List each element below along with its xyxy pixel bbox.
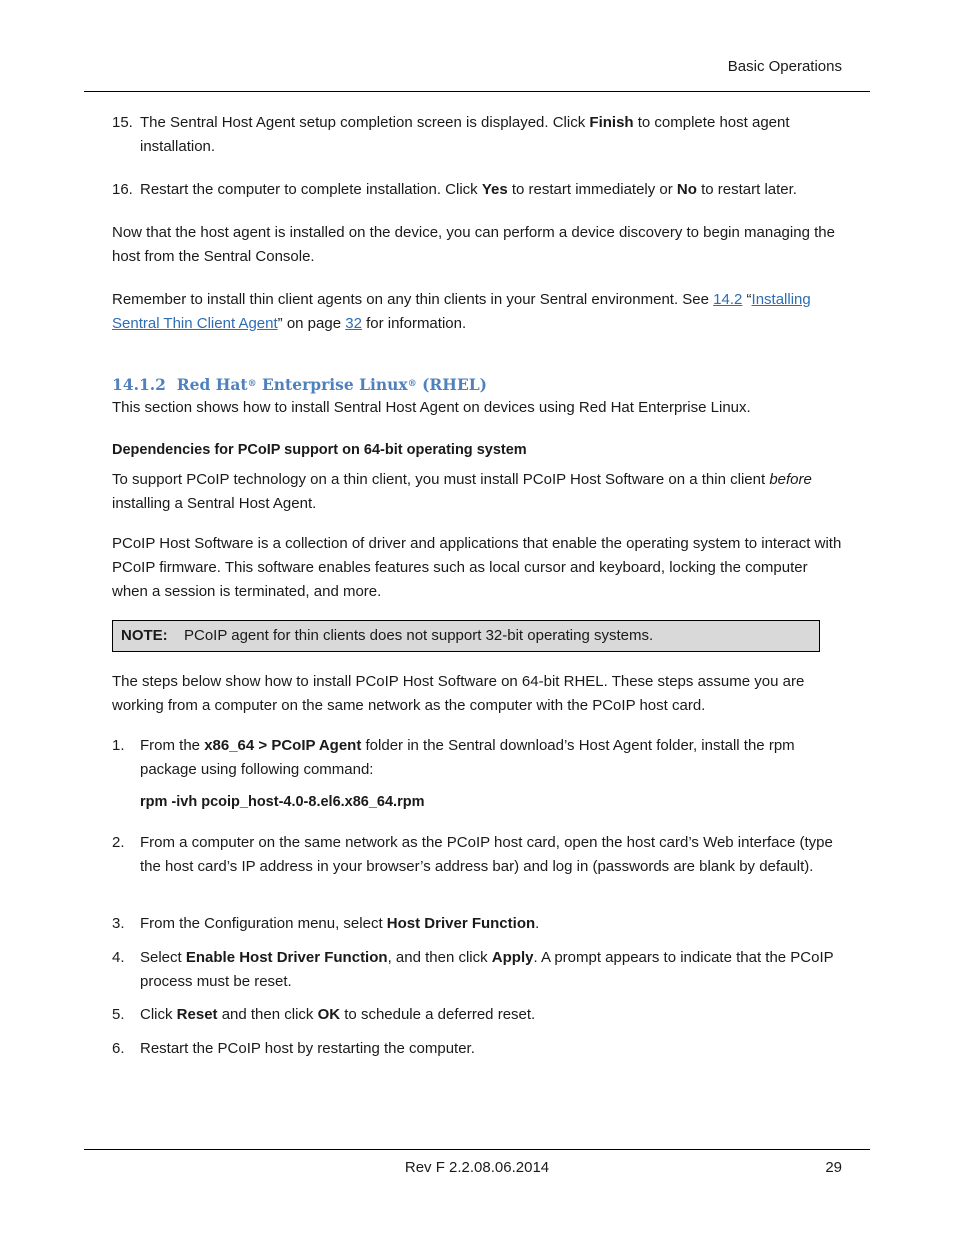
list-number: 16.	[112, 181, 133, 198]
text-run: folder in the Sentral download’s Host Agent folder, install the rpm package using following command:	[140, 737, 795, 778]
section-number: 14.1.2	[112, 375, 166, 394]
text-run: Red Hat	[176, 375, 248, 394]
text-run: and then click	[217, 1006, 318, 1023]
text-run: to schedule a deferred reset.	[340, 1006, 536, 1023]
footer-rule	[84, 1149, 870, 1150]
footer-revision: Rev F 2.2.08.06.2014	[404, 1159, 550, 1176]
header-rule	[84, 91, 870, 92]
bold-run: Host Driver Function	[386, 915, 536, 932]
list-item-step-4	[112, 946, 847, 994]
list-item-body	[140, 912, 847, 936]
text-run: From the	[140, 737, 205, 754]
header-section-title: Basic Operations	[727, 58, 842, 75]
list-item-body: Restart the PCoIP host by restarting the computer.	[140, 1040, 475, 1057]
text-run: “	[742, 291, 752, 308]
list-item-step-5	[112, 1003, 847, 1027]
footer-page-number: 29	[825, 1159, 842, 1176]
text-run: to complete host agent installation.	[140, 114, 790, 155]
list-item-step-3	[112, 912, 847, 936]
registered-mark: ®	[407, 379, 417, 389]
paragraph-thin-client-reminder	[112, 288, 847, 336]
text-run: to restart later.	[696, 181, 797, 198]
list-number: 3.	[112, 915, 125, 932]
link-section-14-2[interactable]: 14.2	[713, 291, 743, 308]
list-number: 6.	[112, 1040, 125, 1057]
text-run: Enterprise Linux	[256, 375, 408, 394]
list-item-step-6	[112, 1037, 847, 1061]
list-number: 1.	[112, 737, 125, 754]
list-number: 4.	[112, 949, 125, 966]
link-installing-thin-client-agent[interactable]: Installing Sentral Thin Client Agent	[112, 291, 811, 332]
note-text: PCoIP agent for thin clients does not support 32-bit operating systems.	[184, 627, 654, 644]
paragraph-discovery: Now that the host agent is installed on the device, you can perform a device discovery to begin managing the host from the Sentral Console.	[112, 224, 835, 265]
list-item-body	[140, 1003, 847, 1027]
text-run: .	[535, 915, 540, 932]
text-run: ” on page	[277, 315, 346, 332]
list-item-step-15	[112, 111, 847, 159]
italic-run: before	[769, 471, 812, 488]
bold-run: Finish	[589, 114, 634, 131]
list-item-step-1	[112, 734, 847, 782]
registered-mark: ®	[247, 379, 257, 389]
paragraph-pcoip-requirement	[112, 468, 847, 516]
link-page-32[interactable]: 32	[345, 315, 362, 332]
text-run: Select	[140, 949, 186, 966]
note-label: NOTE:	[121, 627, 168, 644]
bold-run: Enable Host Driver Function	[185, 949, 388, 966]
text-run: Remember to install thin client agents on any thin clients in your Sentral environment. See	[112, 291, 714, 308]
list-item-body	[140, 734, 847, 782]
paragraph-pcoip-description: PCoIP Host Software is a collection of driver and applications that enable the operating system to interact with PCoIP firmware. This software enables features such as local cursor and keyboard, locking the computer when a session is terminated, and more.	[112, 535, 842, 600]
text-run: . A prompt appears to indicate that the PCoIP process must be reset.	[140, 949, 834, 990]
bold-run: No	[676, 181, 697, 198]
text-run: The Sentral Host Agent setup completion screen is displayed. Click	[140, 114, 590, 131]
list-number: 5.	[112, 1006, 125, 1023]
bold-run: Reset	[176, 1006, 218, 1023]
bold-run: Yes	[481, 181, 508, 198]
bold-run: OK	[317, 1006, 341, 1023]
list-item-step-2	[112, 831, 847, 879]
text-run: (RHEL)	[416, 375, 487, 394]
command-rpm-install: rpm -ivh pcoip_host-4.0-8.el6.x86_64.rpm	[140, 794, 425, 810]
section-heading-rhel	[112, 372, 487, 397]
paragraph-steps-intro: The steps below show how to install PCoIP Host Software on 64-bit RHEL. These steps assume you are working from a computer on the same network as the computer with the PCoIP host card.	[112, 673, 805, 714]
text-run: for information.	[361, 315, 467, 332]
text-run: Restart the computer to complete installation. Click	[140, 181, 482, 198]
text-run: installing a Sentral Host Agent.	[112, 495, 317, 512]
list-number: 2.	[112, 834, 125, 851]
list-item-body	[140, 111, 847, 159]
list-item-step-16	[112, 178, 847, 202]
note-box	[112, 620, 820, 652]
list-item-body: From a computer on the same network as the PCoIP host card, open the host card’s Web interface (type the host card’s IP address in your browser’s address bar) and log in (passwords are blank by default).	[140, 834, 833, 875]
subheading-dependencies: Dependencies for PCoIP support on 64-bit operating system	[112, 442, 527, 458]
bold-run: x86_64 > PCoIP Agent	[204, 737, 362, 754]
list-item-body	[140, 946, 847, 994]
list-number: 15.	[112, 114, 133, 131]
text-run: , and then click	[387, 949, 492, 966]
text-run: From the Configuration menu, select	[140, 915, 387, 932]
list-item-body	[140, 178, 847, 202]
bold-run: Apply	[491, 949, 534, 966]
text-run: to restart immediately or	[507, 181, 677, 198]
text-run: Click	[140, 1006, 177, 1023]
text-run: To support PCoIP technology on a thin client, you must install PCoIP Host Software on a thin client	[112, 471, 770, 488]
section-intro: This section shows how to install Sentral Host Agent on devices using Red Hat Enterprise Linux.	[112, 399, 751, 416]
